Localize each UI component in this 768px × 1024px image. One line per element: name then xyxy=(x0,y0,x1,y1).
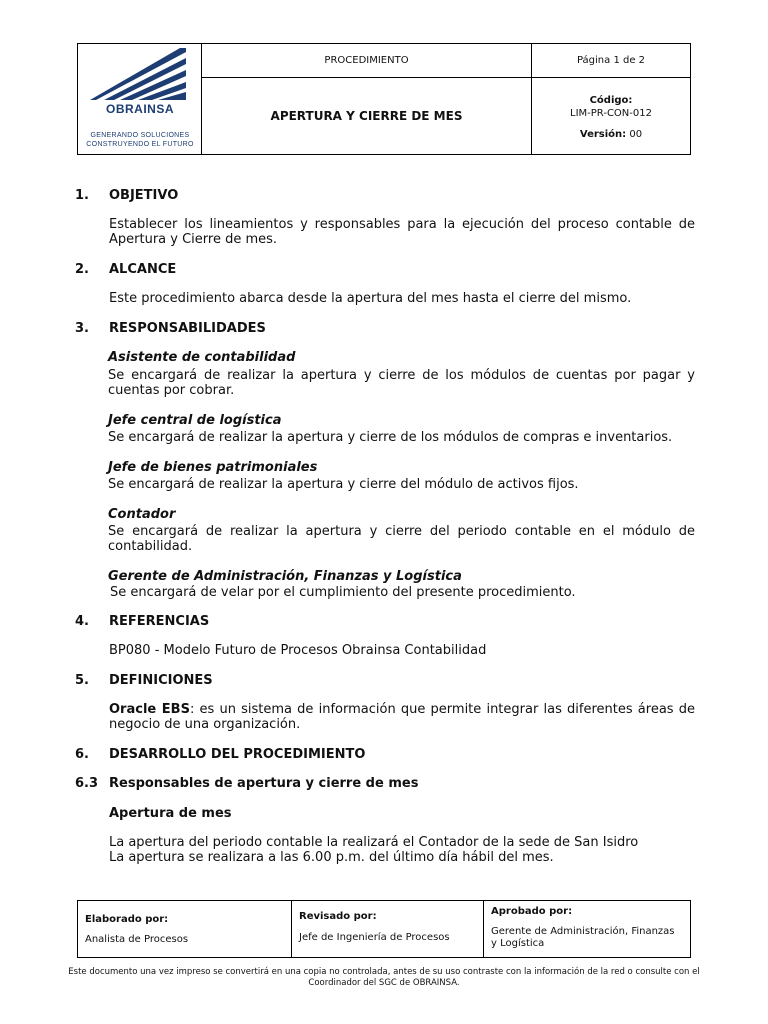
section-5-title: DEFINICIONES xyxy=(109,673,213,688)
role-4-text: Se encargará de realizar la apertura y cierre del periodo contable en el módulo de contabilidad. xyxy=(108,524,695,554)
role-2-title: Jefe central de logística xyxy=(108,413,282,428)
aprobado-value-1: Gerente de Administración, Finanzas xyxy=(491,926,675,937)
aprobado-label: Aprobado por: xyxy=(491,906,573,917)
section-1-number: 1. xyxy=(75,188,89,203)
role-5-text: Se encargará de velar por el cumplimiento del presente procedimiento. xyxy=(110,585,576,600)
page-number: Página 1 de 2 xyxy=(532,44,690,78)
company-logo-icon xyxy=(90,48,190,104)
aprobado-value-2: y Logística xyxy=(491,938,545,949)
elaborado-label: Elaborado por: xyxy=(85,914,169,925)
definition-term: Oracle EBS xyxy=(109,702,190,717)
role-3-text: Se encargará de realizar la apertura y cierre del módulo de activos fijos. xyxy=(108,477,579,492)
section-6-number: 6. xyxy=(75,747,89,762)
section-6-title: DESARROLLO DEL PROCEDIMIENTO xyxy=(109,747,366,762)
approval-table xyxy=(77,900,691,958)
section-5-definition xyxy=(109,702,695,732)
section-3-title: RESPONSABILIDADES xyxy=(109,321,266,336)
role-4-title: Contador xyxy=(108,507,176,522)
role-1-text: Se encargará de realizar la apertura y cierre de los módulos de cuentas por pagar y cuentas por cobrar. xyxy=(108,368,695,398)
section-3-number: 3. xyxy=(75,321,89,336)
role-3-title: Jefe de bienes patrimoniales xyxy=(108,460,318,475)
document-header xyxy=(77,43,691,155)
revisado-label: Revisado por: xyxy=(299,911,377,922)
code-label: Código: xyxy=(589,95,633,106)
apertura-line-2: La apertura se realizara a las 6.00 p.m. del último día hábil del mes. xyxy=(109,850,554,865)
footer-note: Este documento una vez impreso se convertirá en una copia no controlada, antes de su uso contraste con la información de la red o consulte con el Coordinador del SGC de OBRAINSA. xyxy=(68,967,700,988)
logo-cell xyxy=(78,44,202,154)
doc-code-cell xyxy=(532,78,690,154)
doc-type: PROCEDIMIENTO xyxy=(202,44,532,78)
section-2-number: 2. xyxy=(75,262,89,277)
version-line xyxy=(532,128,690,141)
section-6-3-number: 6.3 xyxy=(75,776,99,791)
section-5-number: 5. xyxy=(75,673,89,688)
section-4-text: BP080 - Modelo Futuro de Procesos Obrainsa Contabilidad xyxy=(109,643,487,658)
version-label: Versión: xyxy=(579,129,627,140)
apertura-subtitle: Apertura de mes xyxy=(109,806,232,821)
revisado-cell xyxy=(292,901,484,957)
role-2-text: Se encargará de realizar la apertura y cierre de los módulos de compras e inventarios. xyxy=(108,430,673,445)
section-1-title: OBJETIVO xyxy=(109,188,179,203)
definition-text: : es un sistema de información que permite integrar las diferentes áreas de negocio de una organización. xyxy=(109,702,695,732)
section-1-text: Establecer los lineamientos y responsables para la ejecución del proceso contable de Apertura y Cierre de mes. xyxy=(109,217,695,247)
section-2-title: ALCANCE xyxy=(109,262,177,277)
section-4-number: 4. xyxy=(75,614,89,629)
apertura-line-1: La apertura del periodo contable la realizará el Contador de la sede de San Isidro xyxy=(109,835,639,850)
aprobado-cell xyxy=(484,901,690,957)
section-6-3-title: Responsables de apertura y cierre de mes xyxy=(109,776,419,791)
version-value: 00 xyxy=(629,129,643,140)
company-name: OBRAINSA xyxy=(105,102,174,116)
elaborado-cell xyxy=(78,901,292,957)
role-5-title: Gerente de Administración, Finanzas y Logística xyxy=(108,569,462,584)
code-value: LIM-PR-CON-012 xyxy=(570,108,652,119)
section-2-text: Este procedimiento abarca desde la apertura del mes hasta el cierre del mismo. xyxy=(109,291,632,306)
company-tagline-1: GENERANDO SOLUCIONES xyxy=(90,132,190,139)
company-tagline-2: CONSTRUYENDO EL FUTURO xyxy=(86,141,194,148)
section-4-title: REFERENCIAS xyxy=(109,614,210,629)
elaborado-value: Analista de Procesos xyxy=(85,934,189,945)
doc-title: APERTURA Y CIERRE DE MES xyxy=(202,78,532,154)
revisado-value: Jefe de Ingeniería de Procesos xyxy=(299,932,450,943)
role-1-title: Asistente de contabilidad xyxy=(108,350,296,365)
